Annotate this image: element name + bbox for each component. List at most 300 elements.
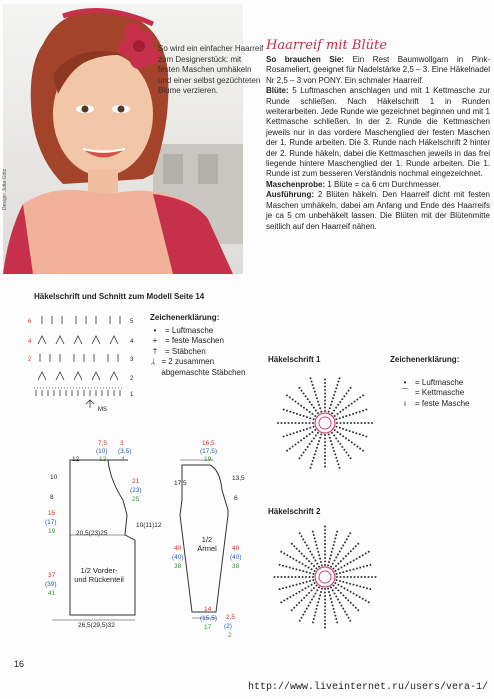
flower-dot xyxy=(315,560,317,562)
flower-dot xyxy=(335,534,337,536)
flower-dot xyxy=(301,563,303,565)
flower-dot xyxy=(303,429,305,431)
flower-dot xyxy=(308,547,310,549)
flower-dot xyxy=(298,602,300,604)
flower-dot xyxy=(333,541,335,543)
chart-row-2 xyxy=(38,372,118,380)
chart-row-5 xyxy=(42,316,120,324)
flower-dot xyxy=(293,412,295,414)
chart-2-title: Häkelschrift 2 xyxy=(268,507,321,516)
flower-dot xyxy=(337,563,339,565)
p2-bottom-c: 17 xyxy=(204,624,212,631)
flower-dot xyxy=(355,545,357,547)
flower-dot xyxy=(334,537,336,539)
flower-dot xyxy=(331,432,333,434)
flower-dot xyxy=(363,586,365,588)
p2-right-b: (40) xyxy=(230,554,242,561)
flower-dot xyxy=(368,422,370,424)
flower-dot xyxy=(296,604,298,606)
flower-dot xyxy=(324,403,326,405)
flower-dot xyxy=(346,538,348,540)
flower-dot xyxy=(333,611,335,613)
row-number-1: 1 xyxy=(130,392,134,398)
flower-dot xyxy=(311,463,313,465)
page-number: 16 xyxy=(14,659,25,669)
dc2tog-icon: ᛦ xyxy=(150,357,156,366)
flower-dot xyxy=(337,413,339,415)
flower-dot xyxy=(324,609,326,611)
p1-right-c: 25 xyxy=(132,496,140,503)
flower-dot xyxy=(309,580,311,582)
flower-dot xyxy=(349,620,351,622)
flower-dot xyxy=(357,543,359,545)
flower-dot xyxy=(362,450,364,452)
flower-dot xyxy=(347,563,349,565)
flower-dot xyxy=(277,422,279,424)
flower-dot xyxy=(291,422,293,424)
flower-dot xyxy=(313,426,315,428)
flower-dot xyxy=(350,550,352,552)
flower-dot xyxy=(345,407,347,409)
p1-left-h: 41 xyxy=(48,590,56,597)
flower-dot xyxy=(314,453,316,455)
flower-dot xyxy=(280,551,282,553)
flower-dot xyxy=(285,586,287,588)
flower-dot xyxy=(308,560,310,562)
flower-dot xyxy=(304,541,306,543)
flower-dot xyxy=(335,618,337,620)
flower-dot xyxy=(300,439,302,441)
flower-dot xyxy=(306,544,308,546)
flower-dot xyxy=(330,586,332,588)
flower-dot xyxy=(289,596,291,598)
flower-dot xyxy=(339,550,341,552)
flower-dot xyxy=(324,445,326,447)
flower-text: 5 Luftmaschen anschlagen und mit 1 Kettmasche zur Runde schließen. Nach Häkelschrift 1 in Runden weiterarbeiten. Jede Runde wie gezeichnet beginnen und mit 1 Kettmasche schließen. In der 2. Runde die Kettmaschen jeweils nur in das vordere Maschenglied der festen Maschen der 1. Runde arbeiten. Die 3. Runde nach Häkelschrift 2 hinter der 2. Runde häkeln, dabei die Kettmaschen jeweils in das frei liegende hintere Maschenglied der 1. Runde arbeiten. Die 1. Runde ist zum besseren Verständnis nochmal eingezeichnet. xyxy=(266,86,490,179)
flower-dot xyxy=(291,576,293,578)
flower-dot xyxy=(335,426,337,428)
flower-dot xyxy=(339,411,341,413)
flower-dot xyxy=(313,387,315,389)
p1-left-e: 19 xyxy=(48,528,56,535)
flower-dot xyxy=(339,433,341,435)
flower-dot xyxy=(311,584,313,586)
flower-dot xyxy=(356,398,358,400)
flower-dot xyxy=(336,384,338,386)
flower-dot xyxy=(311,413,313,415)
flower-dot xyxy=(335,457,337,459)
flower-dot xyxy=(359,433,361,435)
chain-stitch-icon: • xyxy=(403,377,407,387)
flower-dot xyxy=(339,443,341,445)
flower-dot xyxy=(352,584,354,586)
flower-dot xyxy=(317,443,319,445)
p2-right-a: 40 xyxy=(232,545,240,552)
flower-dot xyxy=(366,565,368,567)
flower-dot xyxy=(324,452,326,454)
flower-dot xyxy=(314,429,316,431)
p2-left-b: (40) xyxy=(172,554,184,561)
chain-stitch-icon: • xyxy=(153,325,157,335)
flower-dot xyxy=(337,381,339,383)
flower-dot xyxy=(331,412,333,414)
flower-dot xyxy=(327,564,329,566)
flower-dot xyxy=(277,576,279,578)
flower-dot xyxy=(344,611,346,613)
p1-top-b: 3 xyxy=(120,440,124,447)
p2-right-c: 38 xyxy=(232,563,240,570)
flower-dot xyxy=(324,550,326,552)
flower-dot xyxy=(336,422,338,424)
flower-dot xyxy=(324,557,326,559)
flower-dot xyxy=(292,567,294,569)
flower-dot xyxy=(333,450,335,452)
flower-dot xyxy=(306,608,308,610)
flower-dot xyxy=(350,457,352,459)
flower-dot xyxy=(312,422,314,424)
flower-dot xyxy=(334,429,336,431)
flower-dot xyxy=(341,605,343,607)
flower-dot xyxy=(335,587,337,589)
flower-dot xyxy=(352,604,354,606)
chart-row-3 xyxy=(40,354,118,362)
flower-dot xyxy=(324,592,326,594)
p1-left-b: 8 xyxy=(50,494,54,501)
flower-dot xyxy=(311,568,313,570)
flower-dot xyxy=(316,584,318,586)
flower-dot xyxy=(313,437,315,439)
flower-dot xyxy=(292,558,294,560)
flower-dot xyxy=(324,389,326,391)
flower-dot xyxy=(317,401,319,403)
flower-dot xyxy=(318,586,320,588)
flower-dot xyxy=(332,589,334,591)
flower-dot xyxy=(315,611,317,613)
flower-dot xyxy=(324,410,326,412)
flower-dot xyxy=(301,535,303,537)
flower-dot xyxy=(293,545,295,547)
flower-dot xyxy=(335,595,337,597)
flower-dot xyxy=(306,416,308,418)
p2-bottom-right-a: 2,5 xyxy=(226,614,236,621)
flower-dot xyxy=(318,440,320,442)
flower-dot xyxy=(349,414,351,416)
flower-dot xyxy=(320,411,322,413)
flower-dot xyxy=(334,582,336,584)
left-section-title: Häkelschrift und Schnitt zum Modell Seite 14 xyxy=(34,292,205,301)
flower-dot xyxy=(332,604,334,606)
flower-dot xyxy=(342,544,344,546)
p1-left-f: 37 xyxy=(48,572,56,579)
flower-dot xyxy=(289,411,291,413)
flower-dot xyxy=(283,553,285,555)
flower-dot xyxy=(347,576,349,578)
flower-dot xyxy=(313,407,315,409)
flower-dot xyxy=(371,576,373,578)
flower-dot xyxy=(354,443,356,445)
p1-top-d: (3,5) xyxy=(118,448,132,455)
flower-dot xyxy=(368,601,370,603)
flower-dot xyxy=(334,560,336,562)
flower-dot xyxy=(316,604,318,606)
flower-dot xyxy=(313,595,315,597)
flower-dot xyxy=(369,564,371,566)
flower-dot xyxy=(340,567,342,569)
flower-dot xyxy=(332,584,334,586)
flower-dot xyxy=(309,576,311,578)
flower-dot xyxy=(309,377,311,379)
row-prefix-2: 2 xyxy=(28,357,32,363)
flower-dot xyxy=(308,586,310,588)
flower-dot xyxy=(303,392,305,394)
flower-dot xyxy=(328,411,330,413)
flower-dot xyxy=(289,433,291,435)
p1-left-c: 15 xyxy=(48,510,56,517)
flower-dot xyxy=(348,617,350,619)
flower-dot xyxy=(359,556,361,558)
flower-dot xyxy=(357,422,359,424)
flower-dot xyxy=(295,422,297,424)
flower-dot xyxy=(320,433,322,435)
flower-dot xyxy=(333,608,335,610)
flower-dot xyxy=(315,608,317,610)
flower-dot xyxy=(308,605,310,607)
flower-dot xyxy=(330,404,332,406)
p1-bottom: 26,5(29,5)32 xyxy=(78,622,115,629)
flower-dot xyxy=(316,563,318,565)
flower-dot xyxy=(369,588,371,590)
flower-dot xyxy=(315,409,317,411)
flower-dot xyxy=(284,422,286,424)
materials-label: So brauchen Sie: xyxy=(266,55,345,64)
flower-dot xyxy=(317,601,319,603)
flower-dot xyxy=(347,422,349,424)
flower-dot xyxy=(314,570,316,572)
flower-dot xyxy=(335,407,337,409)
flower-dot xyxy=(352,431,354,433)
flower-dot xyxy=(311,563,313,565)
flower-dot xyxy=(354,401,356,403)
flower-dot xyxy=(285,566,287,568)
flower-chart-2 xyxy=(268,520,383,635)
flower-dot xyxy=(343,422,345,424)
row-number-2: 2 xyxy=(130,376,134,382)
chart-1-title: Häkelschrift 1 xyxy=(268,355,321,364)
start-arrow-icon xyxy=(86,400,94,408)
flower-dot xyxy=(349,532,351,534)
flower-dot xyxy=(295,593,297,595)
flower-dot xyxy=(342,558,344,560)
slip-stitch-icon: ⌒ xyxy=(401,388,409,397)
flower-dot xyxy=(292,585,294,587)
flower-dot xyxy=(324,543,326,545)
flower-dot xyxy=(348,405,350,407)
flower-dot xyxy=(334,453,336,455)
flower-dot xyxy=(340,576,342,578)
flower-dot xyxy=(324,379,326,381)
p1-top-a: 7,5 xyxy=(98,440,108,447)
flower-dot xyxy=(302,582,304,584)
flower-dot xyxy=(289,448,291,450)
p1-top-c: (10) xyxy=(96,448,108,455)
flower-dot xyxy=(362,554,364,556)
flower-dot xyxy=(324,455,326,457)
flower-dot xyxy=(348,454,350,456)
flower-dot xyxy=(334,570,336,572)
flower-dot xyxy=(345,429,347,431)
flower-dot xyxy=(302,538,304,540)
flower-dot xyxy=(298,422,300,424)
gauge-paragraph xyxy=(266,180,490,190)
flower-dot xyxy=(306,571,308,573)
flower-dot xyxy=(299,430,301,432)
flower-dot xyxy=(343,449,345,451)
flower-dot xyxy=(315,435,317,437)
flower-dot xyxy=(339,417,341,419)
flower-dot xyxy=(312,384,314,386)
flower-dot xyxy=(324,588,326,590)
flower-dot xyxy=(303,415,305,417)
flower-dot xyxy=(345,415,347,417)
flower-dot xyxy=(332,447,334,449)
flower-dot xyxy=(339,572,341,574)
flower-dot xyxy=(274,576,276,578)
flower-dot xyxy=(309,411,311,413)
flower-dot xyxy=(312,531,314,533)
flower-dot xyxy=(359,585,361,587)
flower-dot xyxy=(340,592,342,594)
flower-dot xyxy=(324,561,326,563)
flower-dot xyxy=(284,576,286,578)
flower-dot xyxy=(351,441,353,443)
p2-bottom-right-c: 2 xyxy=(228,632,232,639)
recipe-body xyxy=(266,55,490,232)
flower-dot xyxy=(332,548,334,550)
flower-dot xyxy=(292,398,294,400)
p1-top-f: 4 xyxy=(121,456,125,463)
flower-dot xyxy=(306,558,308,560)
flower-dot xyxy=(311,599,313,601)
flower-dot xyxy=(313,618,315,620)
flower-dot xyxy=(342,416,344,418)
flower-dot xyxy=(298,387,300,389)
flower-dot xyxy=(296,568,298,570)
p2-left-c: 38 xyxy=(174,563,182,570)
flower-dot xyxy=(316,397,318,399)
flower-dot xyxy=(305,449,307,451)
left-legend xyxy=(150,313,250,378)
flower-dot xyxy=(306,435,308,437)
flower-label: Blüte: xyxy=(266,86,289,96)
flower-dot xyxy=(340,560,342,562)
flower-dot xyxy=(314,582,316,584)
right-legend xyxy=(390,355,490,409)
flower-dot xyxy=(324,466,326,468)
p1-top-e: 12 xyxy=(99,456,107,463)
flower-dot xyxy=(306,428,308,430)
flower-dot xyxy=(314,537,316,539)
flower-dot xyxy=(316,548,318,550)
flower-dot xyxy=(320,591,322,593)
flower-dot xyxy=(337,404,339,406)
p2-bottom-b: (15,5) xyxy=(200,615,217,622)
flower-dot xyxy=(343,587,345,589)
legend-text: = feste Maschen xyxy=(165,336,224,345)
flower-dot xyxy=(336,576,338,578)
flower-dot xyxy=(296,413,298,415)
flower-dot xyxy=(308,567,310,569)
flower-dot xyxy=(317,412,319,414)
p2-top-c: 19 xyxy=(204,456,212,463)
p1-left-d: (17) xyxy=(45,519,57,526)
flower-dot xyxy=(296,584,298,586)
p2-center-label: 1/2 Ärmel xyxy=(197,535,217,553)
flower-dot xyxy=(305,576,307,578)
flower-dot xyxy=(301,553,303,555)
flower-dot xyxy=(353,593,355,595)
flower-dot xyxy=(283,435,285,437)
p2-left-top: 17,5 xyxy=(174,480,187,487)
flower-dot xyxy=(352,413,354,415)
flower-dot xyxy=(301,599,303,601)
flower-dot xyxy=(282,565,284,567)
flower-dot xyxy=(298,561,300,563)
flower-dot xyxy=(324,386,326,388)
flower-dot xyxy=(344,541,346,543)
flower-dot xyxy=(342,608,344,610)
p1-right-b: (23) xyxy=(130,487,142,494)
flower-dot xyxy=(289,585,291,587)
flower-dot xyxy=(324,396,326,398)
flower-dot xyxy=(363,566,365,568)
flower-dot xyxy=(348,439,350,441)
flower-dot xyxy=(308,592,310,594)
flower-dot xyxy=(337,463,339,465)
flower-dot xyxy=(324,407,326,409)
flower-dot xyxy=(342,435,344,437)
flower-dot xyxy=(299,620,301,622)
flower-dot xyxy=(292,446,294,448)
flower-dot xyxy=(324,564,326,566)
flower-dot xyxy=(299,569,301,571)
flower-dot xyxy=(286,434,288,436)
flower-dot xyxy=(313,534,315,536)
flower-inner-ring xyxy=(319,417,331,429)
flower-dot xyxy=(324,599,326,601)
flower-dot xyxy=(306,594,308,596)
flower-dot xyxy=(309,401,311,403)
flower-dot xyxy=(336,460,338,462)
ms-label: MS xyxy=(98,407,107,413)
flower-dot xyxy=(304,611,306,613)
flower-dot xyxy=(299,532,301,534)
photo-caption: So wird ein einfacher Haarreif zum Designerstück: mit festen Maschen umhäkeln und einer selbst gezüchteten Blume verzieren. xyxy=(158,44,264,95)
flower-dot xyxy=(314,615,316,617)
flower-dot xyxy=(329,407,331,409)
flower-chart-1 xyxy=(270,368,380,478)
flower-dot xyxy=(318,598,320,600)
flower-dot xyxy=(339,377,341,379)
legend-text: = Luftmasche xyxy=(415,377,464,387)
flower-dot xyxy=(324,613,326,615)
finishing-text: 2 Blüten häkeln. Den Haarreif dicht mit festen Maschen umhäkeln, dabei am Anfang und Ende des Haarreifs je ca 5 cm unbehäkelt lassen. Die Blüten mit der Blütenmitte seitlich auf den Haarreif nähen. xyxy=(266,190,490,231)
flower-dot xyxy=(362,394,364,396)
p2-top-b: (17,5) xyxy=(200,448,217,455)
source-url: http://www.liveinternet.ru/users/vera-1/ xyxy=(247,682,488,693)
flower-dot xyxy=(288,422,290,424)
flower-dot xyxy=(357,576,359,578)
flower-dot xyxy=(337,568,339,570)
